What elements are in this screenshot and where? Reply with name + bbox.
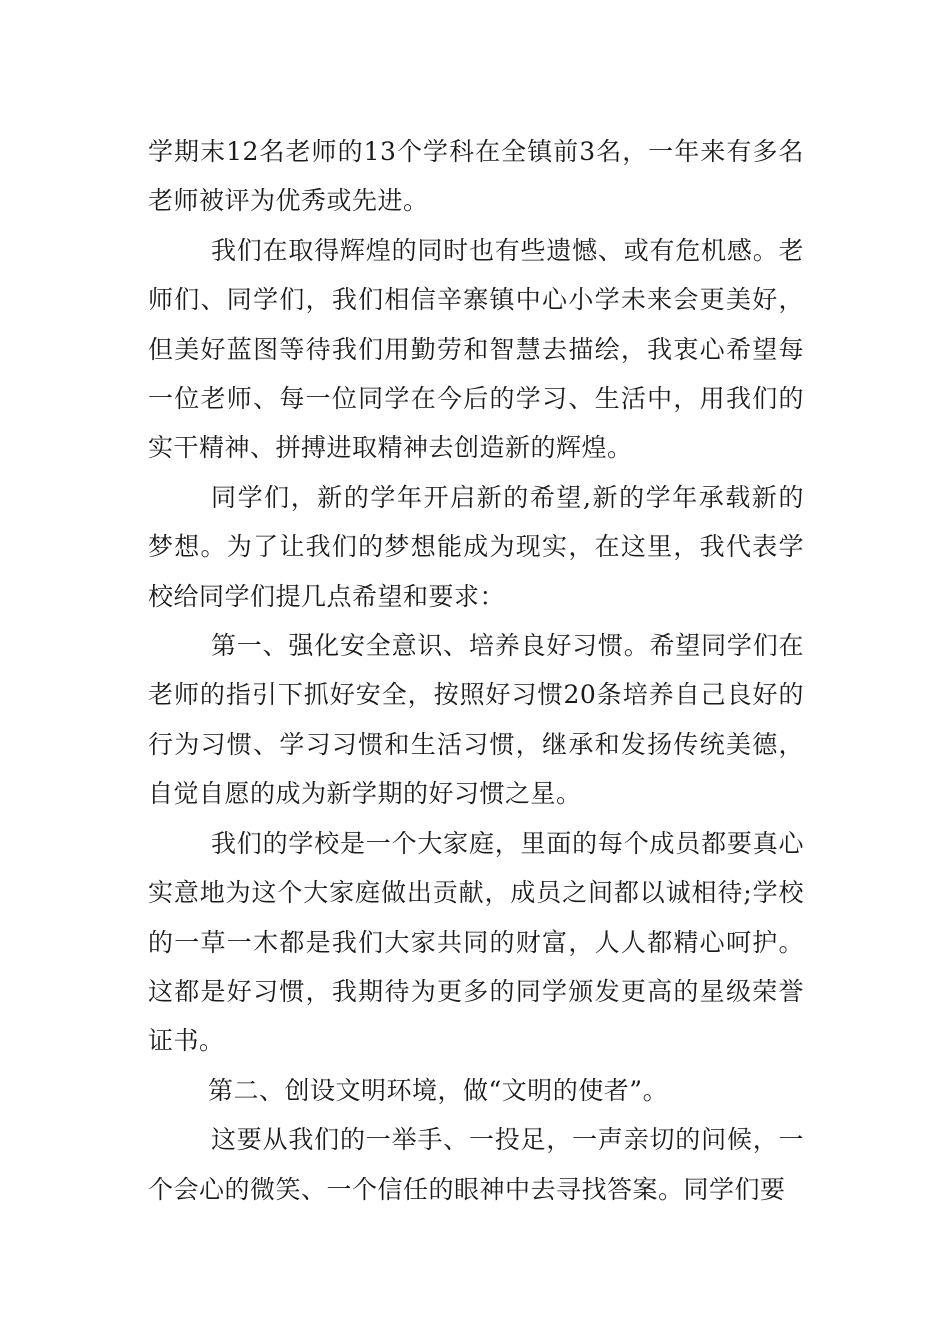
- paragraph-2: 我们在取得辉煌的同时也有些遗憾、或有危机感。老师们、同学们，我们相信辛寨镇中心小学未来会更美好，但美好蓝图等待我们用勤劳和智慧去描绘，我衷心希望每一位老师、每一位同学在今后的学习、生活中，用我们的实干精神、拼搏进取精神去创造新的辉煌。: [148, 235, 804, 463]
- paragraph-3: 同学们，新的学年开启新的希望,新的学年承载新的梦想。为了让我们的梦想能成为现实，在这里，我代表学校给同学们提几点希望和要求：: [148, 482, 804, 611]
- paragraph-4: 第一、强化安全意识、培养良好习惯。希望同学们在老师的指引下抓好安全，按照好习惯20条培养自己良好的行为习惯、学习习惯和生活习惯，继承和发扬传统美德，自觉自愿的成为新学期的好习惯之星。: [148, 631, 804, 809]
- paragraph-1: 学期末12名老师的13个学科在全镇前3名，一年来有多名老师被评为优秀或先进。: [148, 137, 804, 216]
- paragraph-7: 这要从我们的一举手、一投足，一声亲切的问候，一个会心的微笑、一个信任的眼神中去寻找答案。同学们要: [148, 1125, 804, 1204]
- paragraph-6: 第二、创设文明环境，做“文明的使者”。: [208, 1075, 669, 1105]
- paragraph-5: 我们的学校是一个大家庭，里面的每个成员都要真心实意地为这个大家庭做出贡献，成员之间都以诚相待;学校的一草一木都是我们大家共同的财富，人人都精心呵护。这都是好习惯，我期待为更多的同学颁发更高的星级荣誉证书。: [148, 828, 804, 1056]
- document-page: [148, 127, 804, 1214]
